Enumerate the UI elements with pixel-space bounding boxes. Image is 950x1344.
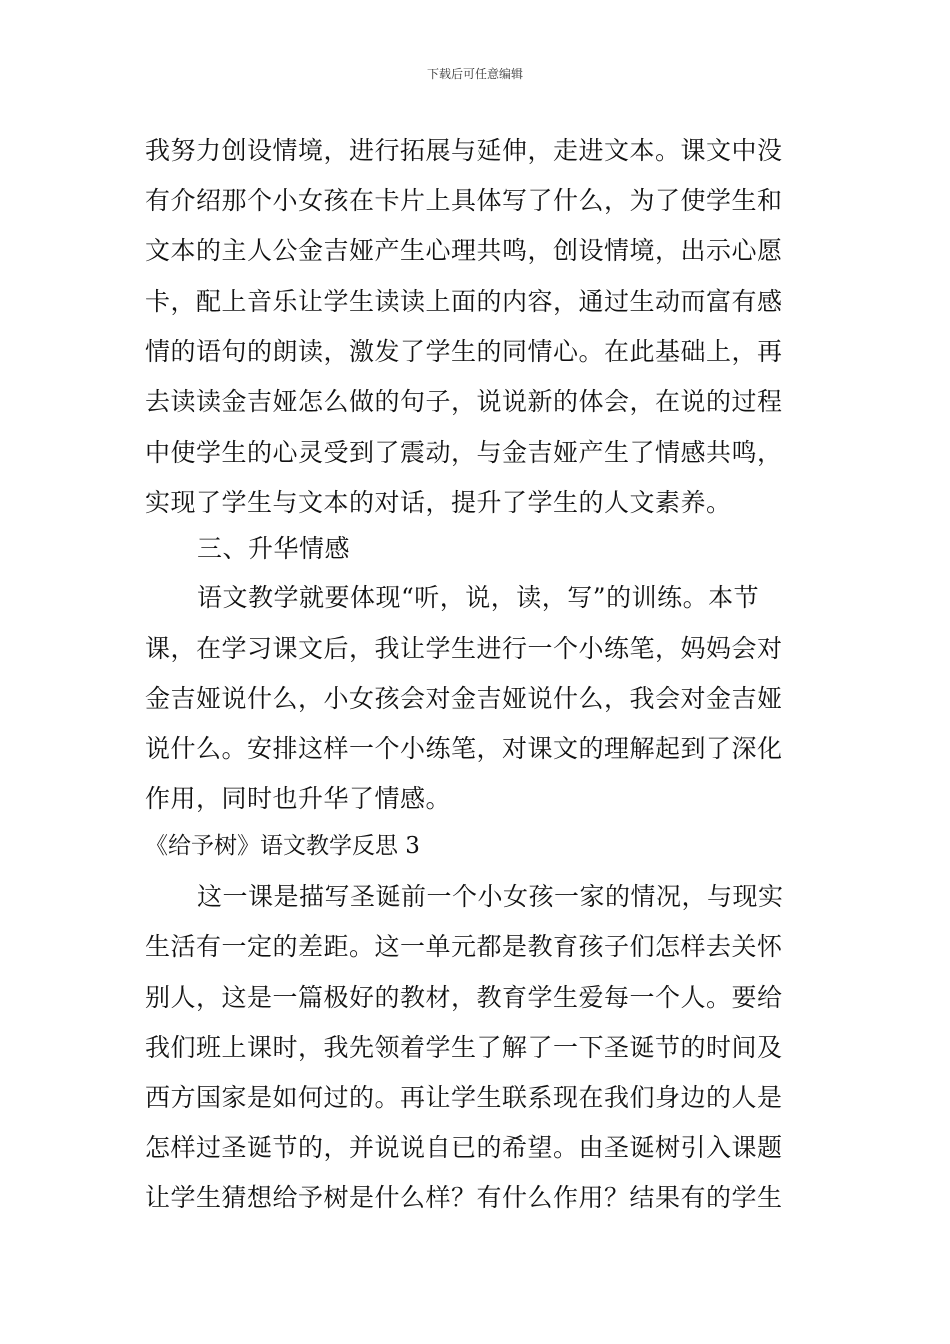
paragraph-line: 语文教学就要体现“听，说，读，写”的训练。本节 <box>197 583 760 612</box>
paragraph-line: 说什么。安排这样一个小练笔，对课文的理解起到了深化 <box>145 734 783 763</box>
paragraph-line: 怎样过圣诞节的，并说说自已的希望。由圣诞树引入课题 <box>145 1133 783 1162</box>
paragraph-line: 这一课是描写圣诞前一个小女孩一家的情况，与现实 <box>197 882 784 911</box>
paragraph-line: 作用，同时也升华了情感。 <box>145 784 452 813</box>
page-header: 下载后可任意编辑 <box>426 67 523 81</box>
paragraph-line: 让学生猜想给予树是什么样？有什么作用？结果有的学生 <box>145 1183 783 1212</box>
section-heading: 三、升华情感 <box>197 534 351 563</box>
article-title: 《给予树》语文教学反思 3 <box>145 833 420 859</box>
paragraph-line: 生活有一定的差距。这一单元都是教育孩子们怎样去关怀 <box>145 932 783 961</box>
paragraph-line: 我努力创设情境，进行拓展与延伸，走进文本。课文中没 <box>145 136 783 165</box>
paragraph-line: 课，在学习课文后，我让学生进行一个小练笔，妈妈会对 <box>145 634 783 663</box>
paragraph-line: 文本的主人公金吉娅产生心理共鸣，创设情境，出示心愿 <box>145 236 783 265</box>
paragraph-line: 别人，这是一篇极好的教材，教育学生爱每一个人。要给 <box>145 983 783 1012</box>
paragraph-line: 我们班上课时，我先领着学生了解了一下圣诞节的时间及 <box>145 1033 783 1062</box>
paragraph-line: 中使学生的心灵受到了震动，与金吉娅产生了情感共鸣， <box>145 438 783 467</box>
paragraph-line: 金吉娅说什么，小女孩会对金吉娅说什么，我会对金吉娅 <box>145 684 783 713</box>
paragraph-line: 实现了学生与文本的对话，提升了学生的人文素养。 <box>145 488 732 517</box>
paragraph-line: 有介绍那个小女孩在卡片上具体写了什么，为了使学生和 <box>145 186 783 215</box>
paragraph-line: 卡，配上音乐让学生读读上面的内容，通过生动而富有感 <box>145 287 783 316</box>
paragraph-line: 情的语句的朗读，激发了学生的同情心。在此基础上，再 <box>145 337 783 366</box>
paragraph-line: 西方国家是如何过的。再让学生联系现在我们身边的人是 <box>145 1083 783 1112</box>
paragraph-line: 去读读金吉娅怎么做的句子，说说新的体会，在说的过程 <box>145 387 783 416</box>
